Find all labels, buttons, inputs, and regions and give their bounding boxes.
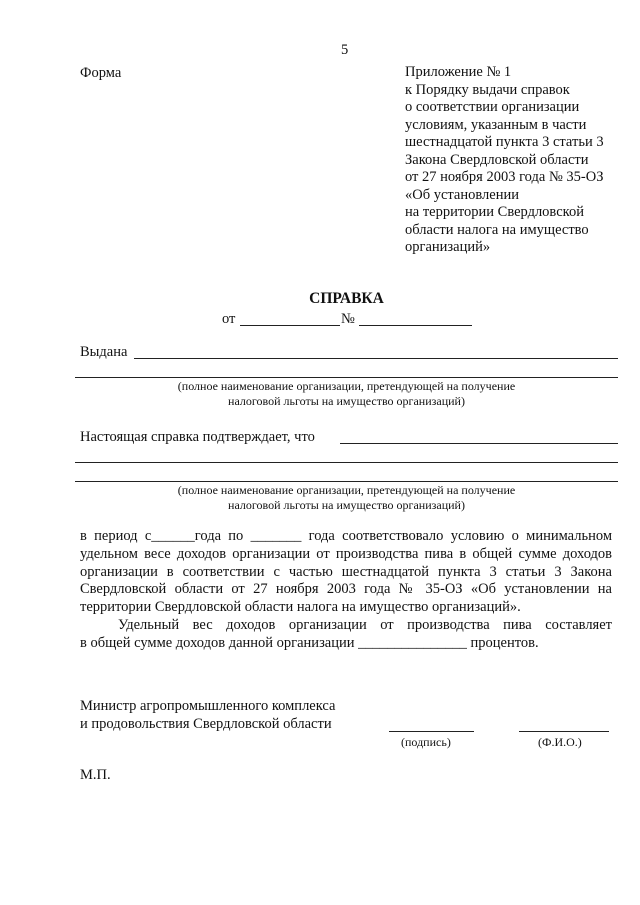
appendix-line: Закона Свердловской области (405, 151, 589, 168)
minister-title (80, 697, 335, 733)
appendix-block (405, 64, 604, 257)
minister-line: и продовольствия Свердловской области (80, 716, 332, 732)
org-caption-2 (75, 483, 618, 513)
body-line: в период с______года по _______ года соответствовало условию о минимальном (80, 528, 612, 544)
caption-line: (полное наименование организации, претендующей на получение (177, 379, 516, 393)
fio-field[interactable] (519, 731, 609, 732)
appendix-line: области налога на имущество (405, 221, 589, 238)
body-line: Свердловской области от 27 ноября 2003 года № 35-ОЗ «Об установлении на (80, 581, 612, 598)
confirm-label: Настоящая справка подтверждает, что (80, 429, 315, 445)
body-paragraph (80, 528, 612, 653)
form-label: Форма (80, 65, 122, 81)
signature-field[interactable] (389, 731, 474, 732)
appendix-line: о соответствии организации (405, 99, 580, 115)
org-caption-1 (75, 379, 618, 409)
issued-to-label: Выдана (80, 344, 128, 360)
number-field[interactable] (359, 325, 472, 326)
body-line: удельном весе доходов организации от производства пива в общей сумме доходов (80, 545, 612, 562)
caption-line: налоговой льготы на имущество организаций) (228, 394, 465, 408)
appendix-line: «Об установлении (405, 186, 519, 203)
confirm-org-field[interactable] (340, 443, 618, 444)
appendix-line: к Порядку выдачи справок (405, 81, 570, 98)
appendix-line: условиям, указанным в части (405, 116, 587, 133)
signature-caption: (подпись) (401, 735, 451, 749)
minister-line: Министр агропромышленного комплекса (80, 698, 336, 714)
fio-caption: (Ф.И.О.) (538, 735, 582, 749)
caption-line: (полное наименование организации, претендующей на получение (177, 483, 516, 497)
appendix-line: шестнадцатой пункта 3 статьи 3 (405, 134, 604, 150)
appendix-line: на территории Свердловской (405, 204, 584, 220)
date-field[interactable] (240, 325, 340, 326)
body-line: в общей сумме доходов данной организации _______________ процентов. (80, 634, 539, 651)
appendix-line: организаций» (405, 239, 491, 255)
page-number: 5 (341, 42, 349, 58)
confirm-org-field-line-2[interactable] (75, 462, 618, 463)
date-prefix: от (222, 311, 236, 327)
confirm-org-field-line-3[interactable] (75, 481, 618, 482)
caption-line: налоговой льготы на имущество организаций) (228, 498, 465, 512)
appendix-line: от 27 ноября 2003 года № 35-ОЗ (405, 169, 604, 185)
appendix-line: Приложение № 1 (405, 64, 512, 80)
body-line: территории Свердловской области налога на имущество организаций». (80, 599, 521, 616)
document-title: СПРАВКА (309, 290, 384, 307)
stamp-label: М.П. (80, 767, 111, 783)
issued-to-field-line-2[interactable] (75, 377, 618, 378)
issued-to-field[interactable] (134, 358, 618, 359)
body-line: Удельный вес доходов организации от производства пива составляет (118, 616, 612, 633)
body-line: организации в соответствии с частью шестнадцатой пункта 3 статьи 3 Закона (80, 563, 612, 580)
number-sign: № (341, 311, 355, 327)
